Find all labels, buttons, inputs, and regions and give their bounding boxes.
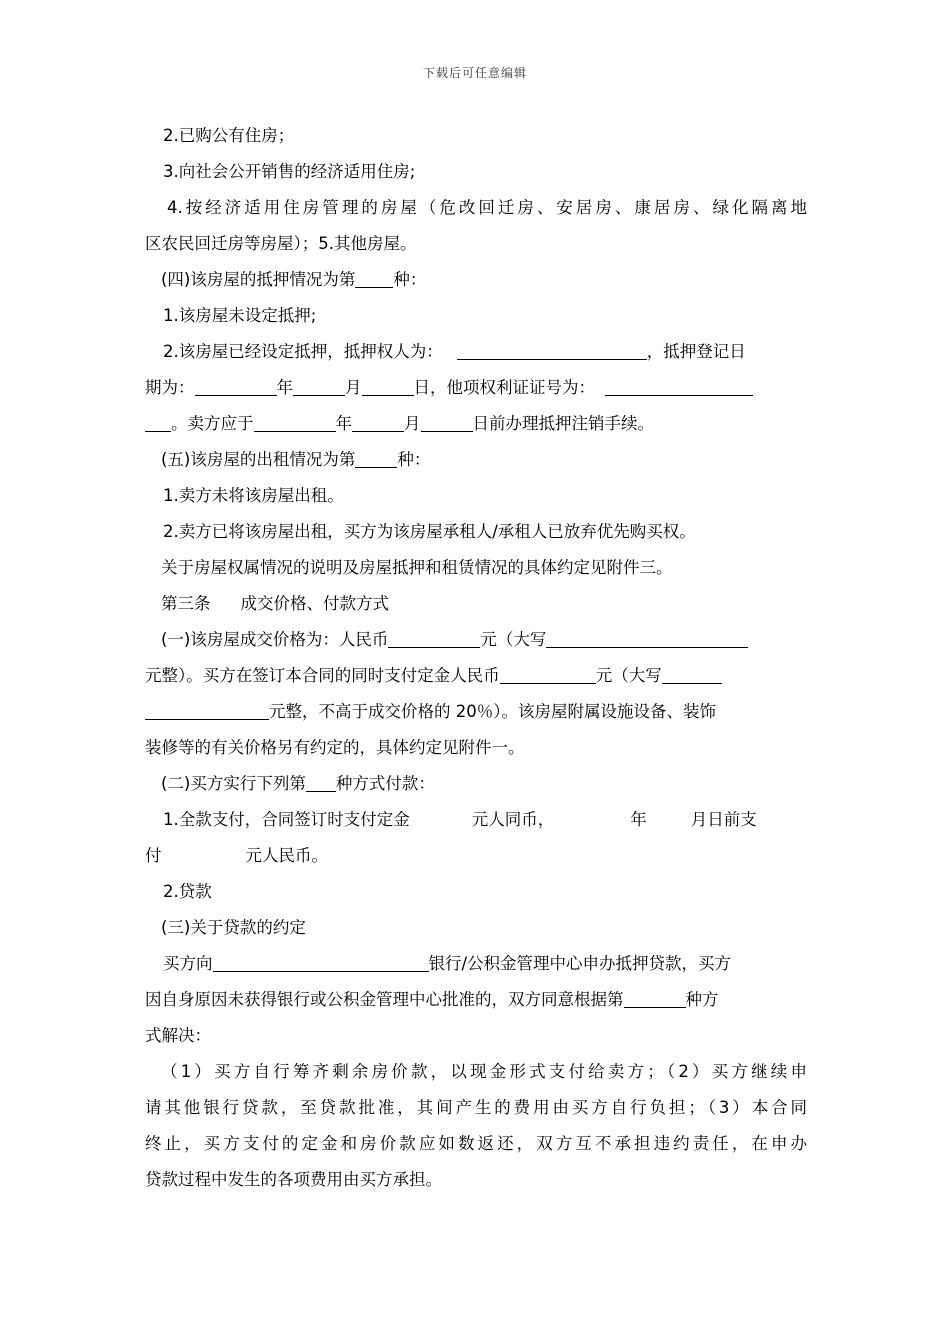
- reg-day-blank: [362, 375, 414, 396]
- document-body: [145, 118, 807, 1198]
- resolution-options-4: 贷款过程中发生的各项费用由买方承担。: [145, 1170, 442, 1189]
- mortgage-heading: (四)该房屋的抵押情况为第 种：: [145, 262, 807, 298]
- price-capital-blank: [546, 627, 748, 648]
- loan-application-line: 买方向 银行/公积金管理中心申办抵押贷款，买方: [145, 946, 807, 982]
- mortgage-date-line: 期为： 年 月 日，他项权利证证号为：: [145, 370, 807, 406]
- resolution-options-2: 请其他银行贷款，至贷款批准，其间产生的费用由买方自行负担；（3）本合同: [145, 1098, 807, 1117]
- loan-failure-line-cont: 式解决：: [145, 1026, 211, 1045]
- loan-option: 2.贷款: [163, 882, 212, 901]
- mortgage-option-1: 1.该房屋未设定抵押;: [163, 306, 317, 325]
- item-affordable-housing: 3.向社会公开销售的经济适用住房;: [163, 162, 416, 181]
- cancel-month-blank: [352, 411, 404, 432]
- deposit-blank: [500, 663, 596, 684]
- reg-month-blank: [293, 375, 345, 396]
- full-payment-line: 1.全款支付，合同签订时支付定金 元人同币， 年 月日前支: [163, 810, 757, 829]
- lease-heading: (五)该房屋的出租情况为第 种：: [145, 442, 807, 478]
- mortgage-option-2: 2.该房屋已经设定抵押，抵押权人为： ，抵押登记日: [145, 334, 807, 370]
- cert-number-blank-cont: [145, 411, 171, 432]
- deposit-line-cont: 元整，不高于成交价格的 20％）。该房屋附属设施设备、装饰: [145, 694, 807, 730]
- resolution-type-blank: [624, 987, 686, 1008]
- item-managed-housing-cont: 区农民回迁房等房屋）；5.其他房屋。: [145, 234, 417, 253]
- price-blank: [388, 627, 480, 648]
- resolution-options-3: 终止，买方支付的定金和房价款应如数返还，双方互不承担违约责任，在申办: [145, 1134, 807, 1153]
- lease-option-1: 1.卖方未将该房屋出租。: [163, 486, 344, 505]
- reg-year-blank: [195, 375, 277, 396]
- mortgage-cancel-line: 。卖方应于 年 月 日前办理抵押注销手续。: [145, 406, 807, 442]
- payment-method-heading: (二)买方实行下列第 种方式付款：: [145, 766, 807, 802]
- lease-type-blank: [355, 447, 397, 468]
- mortgage-type-blank: [355, 267, 393, 288]
- loan-failure-line: 因自身原因未获得银行或公积金管理中心批准的，双方同意根据第 种方: [145, 982, 807, 1018]
- deposit-line: 元整）。买方在签订本合同的同时支付定金人民币 元（大写: [145, 658, 807, 694]
- payment-type-blank: [306, 771, 336, 792]
- mortgagee-blank: [457, 339, 647, 360]
- item-managed-housing: 4.按经济适用住房管理的房屋（危改回迁房、安居房、康居房、绿化隔离地: [167, 198, 807, 217]
- deposit-capital-blank: [662, 663, 722, 684]
- fixtures-note: 装修等的有关价格另有约定的，具体约定见附件一。: [145, 738, 525, 757]
- price-line: (一)该房屋成交价格为：人民币 元（大写: [145, 622, 807, 658]
- cert-number-blank: [605, 375, 753, 396]
- ownership-note: 关于房屋权属情况的说明及房屋抵押和租赁情况的具体约定见附件三。: [161, 558, 673, 577]
- cancel-day-blank: [421, 411, 473, 432]
- resolution-options-1: （1）买方自行筹齐剩余房价款，以现金形式支付给卖方；（2）买方继续申: [161, 1062, 807, 1081]
- lease-option-2: 2.卖方已将该房屋出租，买方为该房屋承租人/承租人已放弃优先购买权。: [163, 522, 696, 541]
- article-3-heading: 第三条 成交价格、付款方式: [161, 594, 389, 613]
- deposit-capital-blank-cont: [145, 699, 269, 720]
- header-note: 下载后可任意编辑: [422, 66, 527, 80]
- loan-agreement-heading: (三)关于贷款的约定: [161, 918, 306, 937]
- cancel-year-blank: [254, 411, 336, 432]
- item-purchased-public-housing: 2.已购公有住房；: [163, 126, 295, 145]
- full-payment-line-cont: 付 元人民币。: [145, 846, 328, 865]
- bank-name-blank: [213, 951, 429, 972]
